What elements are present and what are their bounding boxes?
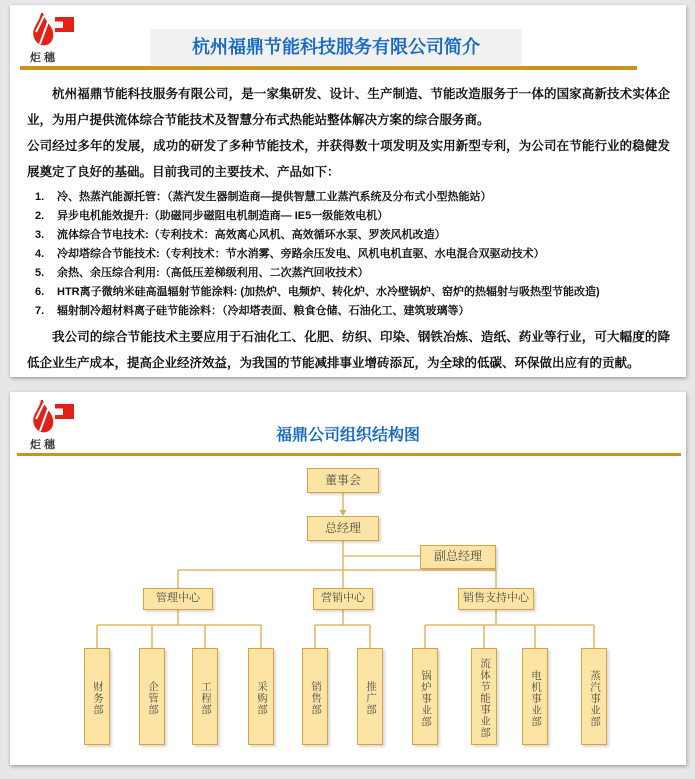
- company-logo: [30, 12, 82, 66]
- org-node-dept-boiler: 锅炉事业部: [412, 648, 438, 745]
- org-node-dept-purchasing: 采购部: [248, 648, 274, 745]
- org-node-dept-finance: 财务部: [84, 648, 110, 745]
- org-chart: [10, 460, 686, 760]
- list-item: [35, 302, 670, 321]
- org-node-dept-fluid-energy: 流体节能事业部: [471, 648, 497, 745]
- org-node-management-center: 管理中心: [143, 588, 213, 610]
- list-item: [35, 226, 670, 245]
- list-item: [35, 207, 670, 226]
- slide2-title: 福鼎公司组织结构图: [275, 427, 420, 444]
- org-node-dept-engineering: 工程部: [192, 648, 218, 745]
- intro-paragraph-1: 杭州福鼎节能科技服务有限公司，是一家集研发、设计、生产制造、节能改造服务于一体的国家高新技术实体企业，为用户提供流体综合节能技术及智慧分布式热能站整体解决方案的综合服务商。: [27, 87, 670, 127]
- list-item: [35, 264, 670, 283]
- item-number: 3.: [35, 229, 45, 241]
- slide2-card: [10, 392, 686, 765]
- logo-text: 炬穗: [30, 52, 58, 64]
- logo-text: 炬穗: [30, 439, 58, 451]
- gold-divider: [17, 453, 681, 456]
- item-number: 4.: [35, 248, 45, 260]
- org-node-dept-motor: 电机事业部: [522, 648, 548, 745]
- item-number: 7.: [35, 305, 45, 317]
- item-text: 冷却塔综合节能技术:（专利技术：节水消雾、旁路余压发电、风机电机直驱、水电混合双驱动技术）: [57, 248, 545, 260]
- item-number: 2.: [35, 210, 45, 222]
- list-item: [35, 283, 670, 302]
- org-node-dept-steam: 蒸汽事业部: [581, 648, 607, 745]
- item-text: 异步电机能效提升:（助磁同步磁阻电机制造商— IE5一级能效电机）: [57, 210, 389, 222]
- item-text: 流体综合节电技术:（专利技术：高效离心风机、高效循环水泵、罗茨风机改造）: [57, 229, 446, 241]
- org-node-dept-sales: 销售部: [302, 648, 328, 745]
- org-node-sales-support-center: 销售支持中心: [458, 588, 534, 610]
- org-node-dept-enterprise: 企管部: [139, 648, 165, 745]
- org-node-general-manager: 总经理: [307, 516, 379, 541]
- item-number: 6.: [35, 286, 45, 298]
- slide1-title: 杭州福鼎节能科技服务有限公司简介: [192, 37, 480, 57]
- slide1-card: [10, 5, 686, 377]
- org-node-board: 董事会: [307, 468, 379, 493]
- slide1-body: [27, 81, 670, 376]
- org-node-marketing-center: 营销中心: [313, 588, 373, 610]
- slide1-title-block: [150, 29, 522, 65]
- item-text: 冷、热蒸汽能源托管：（蒸汽发生器制造商—提供智慧工业蒸汽系统及分布式小型热能站）: [57, 191, 492, 203]
- item-number: 5.: [35, 267, 45, 279]
- item-text: 余热、余压综合利用:（高低压差梯级利用、二次蒸汽回收技术）: [57, 267, 369, 279]
- closing-paragraph: 我公司的综合节能技术主要应用于石油化工、化肥、纺织、印染、钢铁冶炼、造纸、药业等行业，可大幅度的降低企业生产成本，提高企业经济效益，为我国的节能减排事业增砖添瓦，为全球的低碳、环保做出应有的贡献。: [27, 330, 670, 370]
- org-node-dept-promotion: 推广部: [357, 648, 383, 745]
- gold-divider: [20, 66, 637, 70]
- org-node-deputy-general-manager: 副总经理: [420, 545, 496, 569]
- item-number: 1.: [35, 191, 45, 203]
- intro-paragraph-2: 公司经过多年的发展，成功的研发了多种节能技术，并获得数十项发明及实用新型专利，为公司在节能行业的稳健发展奠定了良好的基础。目前我司的主要技术、产品如下：: [27, 139, 670, 179]
- list-item: [35, 245, 670, 264]
- list-item: [35, 188, 670, 207]
- item-text: HTR离子微纳米硅高温辐射节能涂料: (加热炉、电频炉、转化炉、水冷壁锅炉、窑炉的热辐射与吸热型节能改造): [57, 286, 600, 298]
- item-text: 辐射制冷超材料离子硅节能涂料：（冷却塔表面、粮食仓储、石油化工、建筑玻璃等）: [57, 305, 470, 317]
- product-list: [35, 188, 670, 321]
- logo-flame-icon: [30, 12, 76, 48]
